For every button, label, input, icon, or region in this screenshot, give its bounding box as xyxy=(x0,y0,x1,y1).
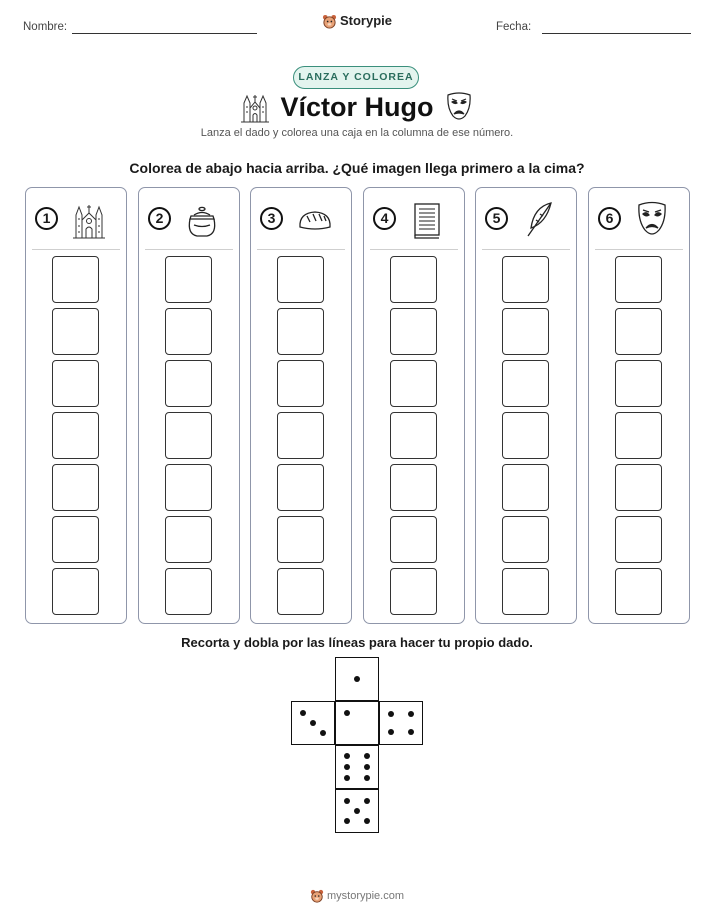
column-divider xyxy=(595,249,683,250)
color-box[interactable] xyxy=(52,256,99,303)
color-box[interactable] xyxy=(390,308,437,355)
color-box[interactable] xyxy=(52,412,99,459)
color-box[interactable] xyxy=(165,360,212,407)
column-divider xyxy=(145,249,233,250)
color-box[interactable] xyxy=(502,516,549,563)
color-box[interactable] xyxy=(502,412,549,459)
pip xyxy=(364,764,370,770)
color-box[interactable] xyxy=(390,256,437,303)
column-divider xyxy=(482,249,570,250)
pip xyxy=(344,775,350,781)
color-box[interactable] xyxy=(615,360,662,407)
color-box[interactable] xyxy=(502,464,549,511)
column-divider xyxy=(32,249,120,250)
color-box[interactable] xyxy=(277,308,324,355)
die-instruction: Recorta y dobla por las líneas para hacer tu propio dado. xyxy=(181,635,533,650)
pip xyxy=(364,753,370,759)
column-number: 6 xyxy=(598,207,621,230)
pip xyxy=(364,798,370,804)
color-box[interactable] xyxy=(52,360,99,407)
color-box[interactable] xyxy=(165,568,212,615)
die-face-4 xyxy=(379,701,423,745)
game-instruction: Colorea de abajo hacia arriba. ¿Qué imagen llega primero a la cima? xyxy=(129,160,585,176)
tragedy-mask-title-icon xyxy=(445,91,473,123)
bear-logo-icon xyxy=(310,889,324,903)
page-subtitle: Lanza el dado y colorea una caja en la columna de ese número. xyxy=(200,127,514,139)
pip xyxy=(388,711,394,717)
activity-badge: LANZA Y COLOREA xyxy=(293,66,419,89)
brand-name: Storypie xyxy=(339,13,392,28)
column-4 xyxy=(363,187,465,624)
bear-logo-icon xyxy=(322,14,337,29)
column-1 xyxy=(25,187,127,624)
column-6 xyxy=(588,187,690,624)
color-box[interactable] xyxy=(277,516,324,563)
color-box[interactable] xyxy=(502,308,549,355)
color-box[interactable] xyxy=(277,360,324,407)
pip xyxy=(344,753,350,759)
date-label: Fecha: xyxy=(496,21,532,33)
color-box[interactable] xyxy=(165,464,212,511)
die-face-1 xyxy=(335,657,379,701)
color-box[interactable] xyxy=(165,516,212,563)
date-line[interactable] xyxy=(542,33,691,34)
book-icon xyxy=(410,200,444,240)
brand-logo xyxy=(0,13,714,29)
color-box[interactable] xyxy=(390,412,437,459)
color-box[interactable] xyxy=(165,256,212,303)
color-box[interactable] xyxy=(165,412,212,459)
pip xyxy=(310,720,316,726)
column-3 xyxy=(250,187,352,624)
pip xyxy=(364,775,370,781)
name-label: Nombre: xyxy=(23,21,68,33)
color-box[interactable] xyxy=(277,412,324,459)
column-number: 4 xyxy=(373,207,396,230)
die-face-6 xyxy=(335,745,379,789)
die-net[interactable] xyxy=(291,657,424,835)
column-number: 5 xyxy=(485,207,508,230)
color-box[interactable] xyxy=(615,516,662,563)
pip xyxy=(344,764,350,770)
pip xyxy=(344,798,350,804)
pip xyxy=(344,818,350,824)
color-box[interactable] xyxy=(502,568,549,615)
pip xyxy=(408,729,414,735)
pip xyxy=(344,710,350,716)
column-5 xyxy=(475,187,577,624)
color-box[interactable] xyxy=(52,308,99,355)
footer xyxy=(0,889,714,903)
column-number: 3 xyxy=(260,207,283,230)
column-number: 1 xyxy=(35,207,58,230)
color-box[interactable] xyxy=(615,568,662,615)
color-box[interactable] xyxy=(390,516,437,563)
pip xyxy=(320,730,326,736)
color-box[interactable] xyxy=(390,464,437,511)
color-box[interactable] xyxy=(390,568,437,615)
pip xyxy=(408,711,414,717)
pip xyxy=(354,808,360,814)
color-box[interactable] xyxy=(277,568,324,615)
column-divider xyxy=(370,249,458,250)
color-box[interactable] xyxy=(52,516,99,563)
color-box[interactable] xyxy=(52,568,99,615)
pot-icon xyxy=(185,200,219,240)
color-box[interactable] xyxy=(502,256,549,303)
pip xyxy=(364,818,370,824)
cathedral-icon xyxy=(72,200,106,240)
name-line[interactable] xyxy=(72,33,257,34)
die-face-1 xyxy=(335,701,379,745)
color-box[interactable] xyxy=(615,464,662,511)
tragedy-mask-icon xyxy=(635,200,669,240)
color-box[interactable] xyxy=(165,308,212,355)
color-box[interactable] xyxy=(615,308,662,355)
color-box[interactable] xyxy=(502,360,549,407)
column-2 xyxy=(138,187,240,624)
quill-icon xyxy=(522,200,556,240)
pip xyxy=(354,676,360,682)
pip xyxy=(300,710,306,716)
footer-url[interactable]: mystorypie.com xyxy=(326,889,405,902)
color-box[interactable] xyxy=(390,360,437,407)
column-divider xyxy=(257,249,345,250)
color-box[interactable] xyxy=(277,464,324,511)
color-box[interactable] xyxy=(615,412,662,459)
bread-icon xyxy=(295,200,335,240)
color-box[interactable] xyxy=(277,256,324,303)
die-face-3 xyxy=(291,701,335,745)
pip xyxy=(388,729,394,735)
color-box[interactable] xyxy=(615,256,662,303)
color-box[interactable] xyxy=(52,464,99,511)
page-title: Víctor Hugo xyxy=(280,92,434,122)
die-face-5 xyxy=(335,789,379,833)
column-number: 2 xyxy=(148,207,171,230)
